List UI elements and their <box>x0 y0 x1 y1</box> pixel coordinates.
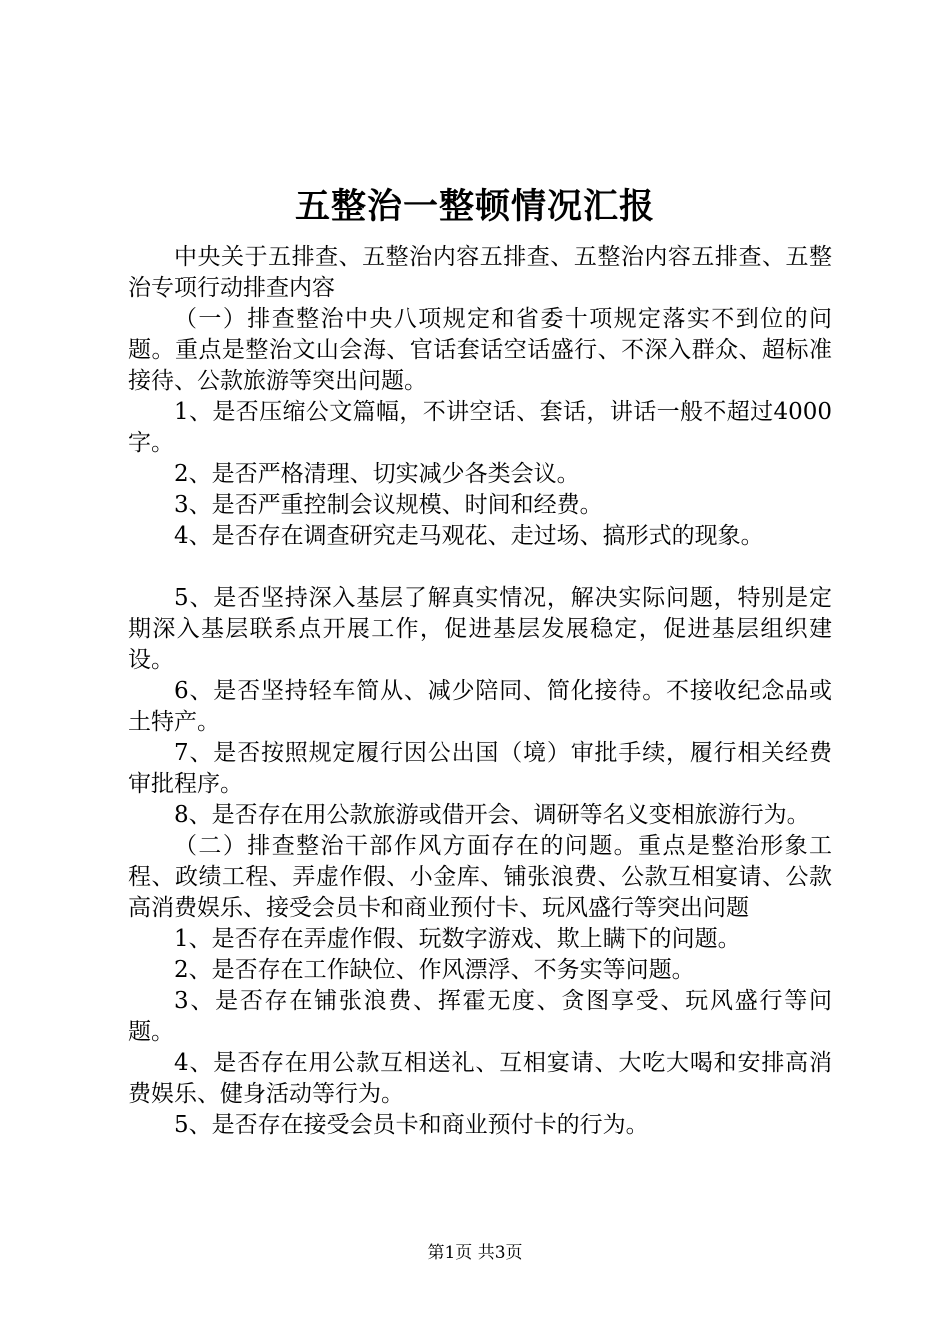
document-title: 五整治一整顿情况汇报 <box>294 186 655 227</box>
paragraph-item: 2、是否存在工作缺位、作风漂浮、不务实等问题。 <box>174 957 695 983</box>
paragraph-item: 6、是否坚持轻车简从、减少陪同、简化接待。不接收纪念品或土特产。 <box>128 678 832 735</box>
paragraph-item: 3、是否严重控制会议规模、时间和经费。 <box>174 492 603 518</box>
paragraph-item: 5、是否存在接受会员卡和商业预付卡的行为。 <box>174 1112 649 1138</box>
document-body <box>128 242 832 1141</box>
paragraph-item: 1、是否存在弄虚作假、玩数字游戏、欺上瞒下的问题。 <box>174 926 741 952</box>
paragraph-item: 1、是否压缩公文篇幅，不讲空话、套话，讲话一般不超过4000字。 <box>128 399 832 456</box>
paragraph-item: 7、是否按照规定履行因公出国（境）审批手续，履行相关经费审批程序。 <box>128 740 832 797</box>
paragraph-item: 4、是否存在用公款互相送礼、互相宴请、大吃大喝和安排高消费娱乐、健身活动等行为。 <box>128 1050 832 1107</box>
paragraph-section-2-heading: （二）排查整治干部作风方面存在的问题。重点是整治形象工程、政绩工程、弄虚作假、小金库、铺张浪费、公款互相宴请、公款高消费娱乐、接受会员卡和商业预付卡、玩风盛行等突出问题 <box>128 833 832 921</box>
paragraph-item: 4、是否存在调查研究走马观花、走过场、搞形式的现象。 <box>174 523 764 549</box>
paragraph-intro: 中央关于五排查、五整治内容五排查、五整治内容五排查、五整治专项行动排查内容 <box>128 244 832 301</box>
page-footer: 第1页 共3页 <box>427 1243 523 1263</box>
paragraph-section-1-heading: （一）排查整治中央八项规定和省委十项规定落实不到位的问题。重点是整治文山会海、官话套话空话盛行、不深入群众、超标准接待、公款旅游等突出问题。 <box>128 306 832 394</box>
paragraph-item: 2、是否严格清理、切实减少各类会议。 <box>174 461 580 487</box>
paragraph-item: 8、是否存在用公款旅游或借开会、调研等名义变相旅游行为。 <box>174 802 810 828</box>
paragraph-item: 3、是否存在铺张浪费、挥霍无度、贪图享受、玩风盛行等问题。 <box>128 988 832 1045</box>
paragraph-item: 5、是否坚持深入基层了解真实情况，解决实际问题，特别是定期深入基层联系点开展工作，促进基层发展稳定，促进基层组织建设。 <box>128 585 832 673</box>
blank-line <box>128 552 832 583</box>
